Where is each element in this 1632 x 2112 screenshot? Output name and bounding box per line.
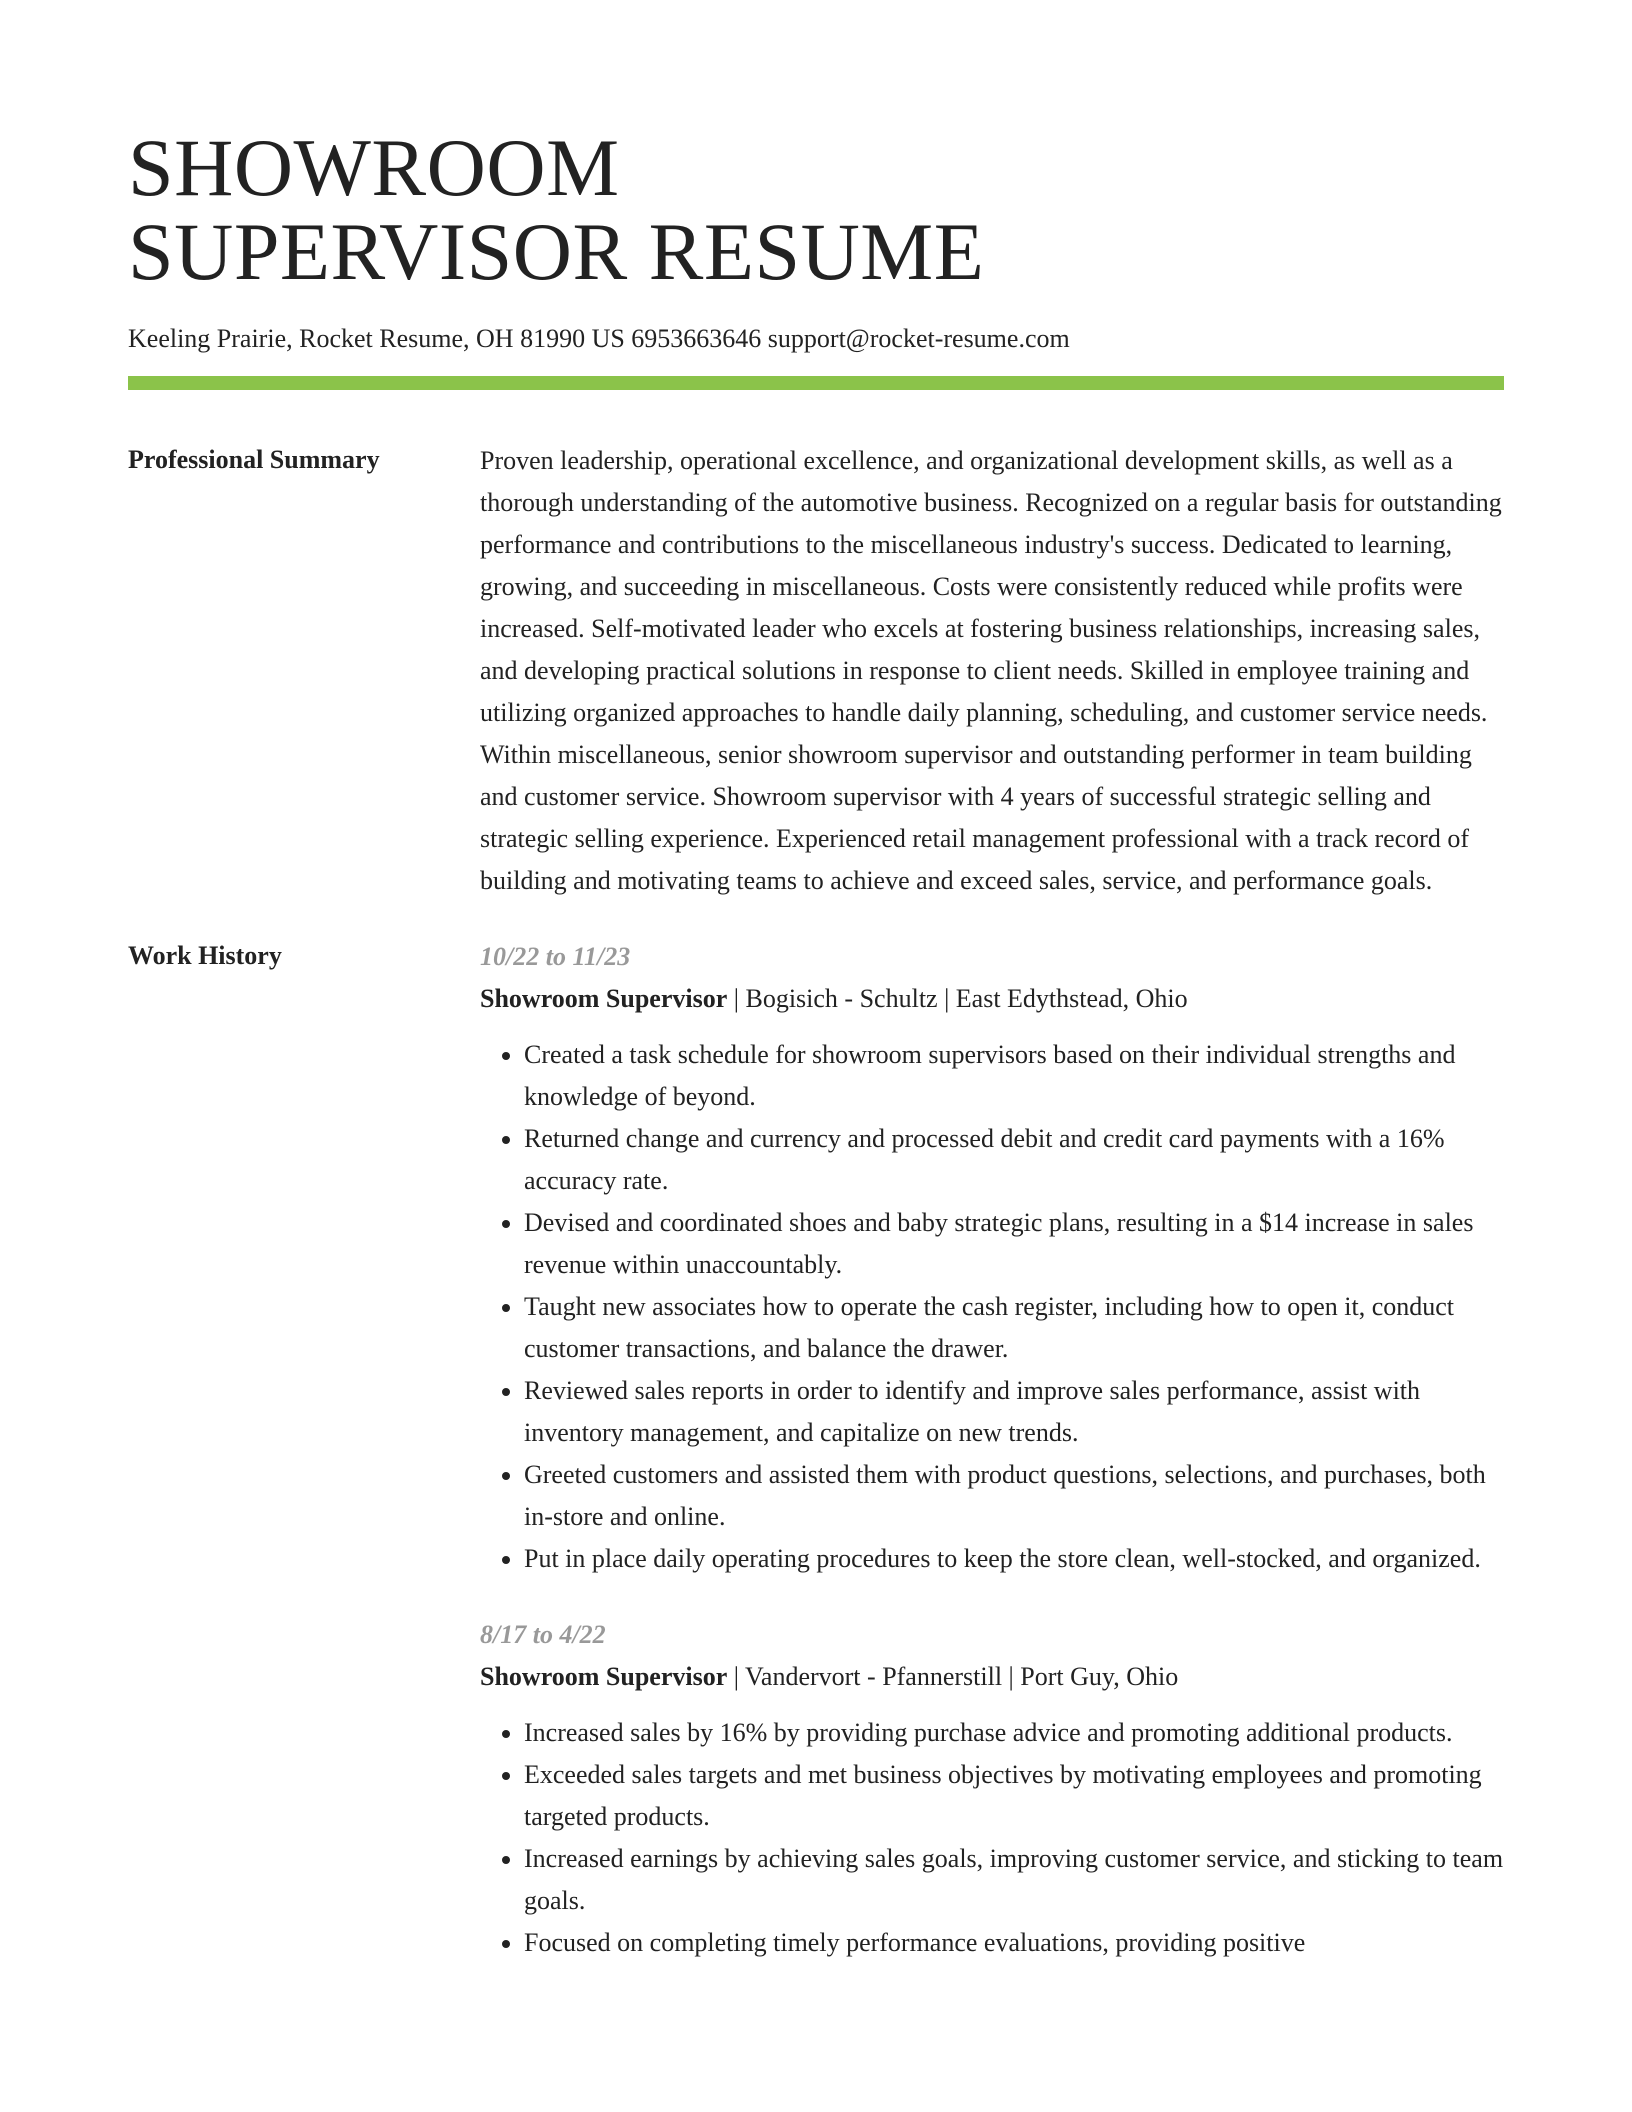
job-title-line (480, 1656, 1504, 1698)
job-bullet: • Devised and coordinated shoes and baby strategic plans, resulting in a $14 increase in sales revenue within unaccountably. (524, 1202, 1504, 1286)
resume-title-line1: SHOWROOM (128, 122, 620, 213)
professional-summary-body (480, 440, 1504, 902)
job-dates: 8/17 to 4/22 (480, 1620, 606, 1649)
job-bullet-list (480, 1712, 1504, 1964)
job-bullet: • Increased earnings by achieving sales goals, improving customer service, and sticking to team goals. (524, 1838, 1504, 1922)
job-bullet: • Greeted customers and assisted them with product questions, selections, and purchases, both in-store and online. (524, 1454, 1504, 1538)
job-details: | Bogisich - Schultz | East Edythstead, Ohio (727, 984, 1188, 1013)
job-title-line (480, 978, 1504, 1020)
job-title: Showroom Supervisor (480, 984, 728, 1013)
job-bullet: • Exceeded sales targets and met business objectives by motivating employees and promoting targeted products. (524, 1754, 1504, 1838)
contact-info: Keeling Prairie, Rocket Resume, OH 81990 US 6953663646 support@rocket-resume.com (128, 324, 1070, 353)
resume-title-line2: SUPERVISOR RESUME (128, 206, 985, 297)
work-history-body (480, 936, 1504, 1964)
section-label-professional-summary: Professional Summary (128, 445, 380, 474)
work-history-section (128, 936, 1504, 1964)
section-label-work-history: Work History (128, 941, 282, 970)
job-title: Showroom Supervisor (480, 1662, 728, 1691)
job-bullet: • Returned change and currency and processed debit and credit card payments with a 16% accuracy rate. (524, 1118, 1504, 1202)
job-bullet: • Created a task schedule for showroom supervisors based on their individual strengths and knowledge of beyond. (524, 1034, 1504, 1118)
accent-divider (128, 376, 1504, 390)
job-details: | Vandervort - Pfannerstill | Port Guy, Ohio (727, 1662, 1179, 1691)
job-entry (480, 936, 1504, 1580)
job-bullet: • Reviewed sales reports in order to identify and improve sales performance, assist with inventory management, and capitalize on new trends. (524, 1370, 1504, 1454)
resume-page (128, 122, 1504, 1998)
job-entry (480, 1614, 1504, 1964)
job-bullet: • Taught new associates how to operate the cash register, including how to open it, conduct customer transactions, and balance the drawer. (524, 1286, 1504, 1370)
job-bullet-list (480, 1034, 1504, 1580)
job-dates: 10/22 to 11/23 (480, 942, 631, 971)
resume-title (128, 122, 1504, 297)
summary-text: Proven leadership, operational excellence, and organizational development skills, as well as a thorough understanding of the automotive business. Recognized on a regular basis for outstanding performance and contributions to the miscellaneous industry's success. Dedicated to learning, growing, and succeeding in miscellaneous. Costs were consistently reduced while profits were increased. Self-motivated leader who excels at fostering business relationships, increasing sales, and developing practical solutions in response to client needs. Skilled in employee training and utilizing organized approaches to handle daily planning, scheduling, and customer service needs. Within miscellaneous, senior showroom supervisor and outstanding performer in team building and customer service. Showroom supervisor with 4 years of successful strategic selling and strategic selling experience. Experienced retail management professional with a track record of building and motivating teams to achieve and exceed sales, service, and performance goals. (480, 446, 1502, 895)
professional-summary-section (128, 440, 1504, 902)
job-bullet: • Increased sales by 16% by providing purchase advice and promoting additional products. (524, 1712, 1504, 1754)
job-bullet: • Focused on completing timely performance evaluations, providing positive (524, 1922, 1504, 1964)
job-bullet: • Put in place daily operating procedures to keep the store clean, well-stocked, and organized. (524, 1538, 1504, 1580)
